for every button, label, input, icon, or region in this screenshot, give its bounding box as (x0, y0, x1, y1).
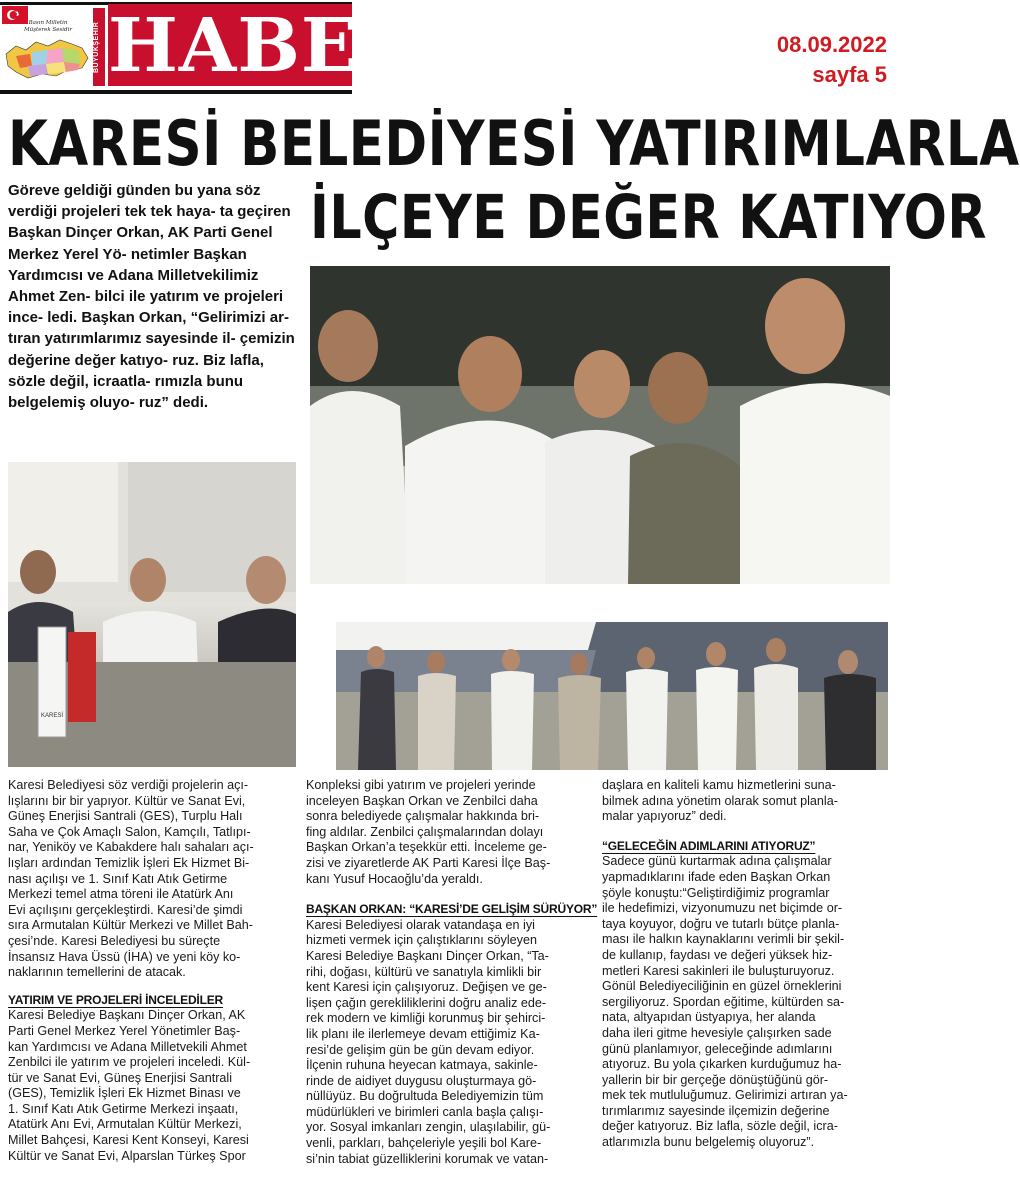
masthead-rule-bottom (0, 90, 352, 94)
paragraph-line: Konpleksi gibi yatırım ve projeleri yerinde (306, 778, 536, 792)
paragraph-line: si’nin tabiat güzelliklerini korumak ve vatan- (306, 1151, 549, 1166)
desk-sign-text: KARESİ (40, 713, 64, 719)
newspaper-logo: HABER (108, 3, 421, 89)
paragraph-line: Parti Genel Merkez Yerel Yönetimler Baş- (8, 1023, 241, 1038)
paragraph-line: resi’de gelişim gün be gün devam ediyor. (306, 1042, 535, 1057)
lead-line: netimler Başkan Yardımcısı ve (8, 245, 247, 284)
lead-line: söz verdiği projeleri tek tek haya- (8, 182, 261, 221)
paragraph-line: rihi, doğası, kültürü ve sanatıyla kimlikli bir (306, 964, 542, 979)
paragraph-line: malar yapıyoruz” dedi. (602, 809, 727, 824)
lead-line: çemizin değerine değer katıyo- (8, 330, 295, 369)
paragraph-line: yapmadıklarını ifade eden Başkan Orkan (602, 869, 831, 884)
subheading: BAŞKAN ORKAN: “KARESİ’DE GELİŞİM SÜRÜYOR” (306, 902, 598, 917)
paragraph-line: tür ve Sanat Evi, Güneş Enerjisi Santrali (8, 1070, 232, 1085)
paragraph-line: Saha ve Çok Amaçlı Salon, Kamçılı, Tatlıpı- (8, 824, 251, 839)
paragraph-line: Karesi Belediyesi olarak vatandaşa en iyi (306, 917, 535, 932)
paragraph-line: (GES), Temizlik İşleri Ek Hizmet Binası ve (8, 1086, 241, 1101)
headline-line-1: KARESİ BELEDİYESİ YATIRIMLARLA (8, 108, 1020, 181)
logo-vertical-label: BÜYÜKŞEHİR (93, 8, 105, 86)
paragraph-line: Karesi Belediye Başkanı Dinçer Orkan, “Ta- (306, 948, 549, 963)
office-photo (8, 462, 296, 767)
lead-line: ta geçiren Başkan Dinçer Orkan, (8, 203, 291, 242)
paragraph-line: mek tek mutluluğumuz. Gelirimizi artıran ya- (602, 1088, 848, 1103)
paragraph-line: fing aldılar. Zenbilci çalışmalarından dolayı (306, 824, 544, 839)
turkey-map-icon (2, 6, 90, 86)
paragraph-line: lışlarını bir bir yapıyor. Kültür ve Sanat Evi, (8, 793, 246, 808)
paragraph-line: 1. Sınıf Katı Atık Getirme Merkezi inşaatı, (8, 1101, 239, 1116)
paragraph-line: bilmek adına yönetim olarak somut planla- (602, 793, 838, 808)
lead-line: ruz. Biz lafla, sözle değil, icraatla- (8, 351, 264, 390)
paragraph-line: inceleyen Başkan Orkan ve Zenbilci daha (306, 793, 538, 808)
paragraph-line: yallerin bir bir gerçeğe dönüştüğünü gör- (602, 1072, 829, 1087)
lead-line: AK Parti Genel Merkez Yerel Yö- (8, 224, 273, 263)
subheading: YATIRIM VE PROJELERİ İNCELEDİLER (8, 992, 223, 1007)
paragraph-line: Millet Bahçesi, Karesi Kent Konseyi, Karesi (8, 1133, 249, 1148)
paragraph-line: Başkan Orkan’a teşekkür etti. İnceleme ge- (306, 840, 547, 855)
solar-field-photo (336, 622, 888, 770)
paragraph-line: İlçenin ruhuna heyecan katmaya, sakinle- (306, 1058, 538, 1073)
paragraph-line: kan Yardımcısı ve Adana Milletvekili Ahmet (8, 1039, 247, 1054)
paragraph-line: atlarımızla bunu belgelemiş oluyoruz”. (602, 1135, 815, 1150)
paragraph-line: taya koyuyor, doğru ve tutarlı bütçe planla- (602, 916, 840, 931)
paragraph-line: lişen çağın gerekliliklerini doğru analiz ede- (306, 995, 547, 1010)
paragraph-line: venli, parkları, bahçeleriyle yeşili bol Kare- (306, 1136, 542, 1151)
paragraph-line: Güneş Enerjisi Santrali (GES), Turplu Halı (8, 809, 243, 824)
paragraph-line: hizmeti vermek için çalıştıklarını söyleyen (306, 933, 537, 948)
paragraph-line: şöyle konuştu:“Geliştirdiğimiz programlar (602, 885, 830, 900)
lead-line: ruz” dedi. (138, 394, 209, 412)
paragraph-line: zisi ve ziyaretlerde AK Parti Karesi İlçe Baş- (306, 855, 551, 870)
subheading: “GELECEĞİN ADIMLARINI ATIYORUZ” (602, 838, 816, 853)
paragraph-line: çesi’nde. Karesi Belediyesi bu süreçte (8, 933, 221, 948)
paragraph-line: sıra Armutalan Kültür Merkezi ve Millet Bah- (8, 918, 253, 933)
paragraph-line: ması ile halkın kaynaklarını verimli bir şekil- (602, 932, 845, 947)
lead-line: tıran yatırımlarımız sayesinde il- (8, 330, 236, 348)
issue-date: 08.09.2022 (776, 32, 887, 57)
paragraph-line: nar, Yeniköy ve Kabakdere halı sahaları açı- (8, 840, 254, 855)
headline-line-2: İLÇEYE DEĞER KATIYOR (310, 182, 987, 253)
paragraph-line: naklarının temellerini de atacak. (8, 965, 186, 980)
paragraph-line: de kullanıp, faydası ve değeri yüksek hiz- (602, 947, 833, 962)
paragraph-line: Zenbilci ile yatırım ve projeleri inceledi. Kül- (8, 1055, 251, 1070)
paragraph-line: metleri Karesi sakinleri ile buluşturuyoruz. (602, 963, 835, 978)
paragraph-line: Sadece günü kurtarmak adına çalışmalar (602, 854, 832, 869)
paragraph-line: rek modern ve kimliği korunmuş bir şehirci- (306, 1011, 546, 1026)
lead-line: ledi. Başkan Orkan, “Gelirimizi ar- (47, 309, 289, 327)
paragraph-line: Gönül Belediyeciliğinin en güzel örneklerini (602, 979, 842, 994)
group-photo-illustration (310, 266, 890, 584)
lead-line: rımızla bunu belgelemiş oluyo- (8, 372, 244, 412)
paragraph-line: müdürlükleri ve birimleri canla başla çalışı- (306, 1104, 544, 1119)
paragraph-line: Karesi Belediye Başkanı Dinçer Orkan, AK (8, 1008, 246, 1023)
article-column-3 (602, 778, 890, 1151)
paragraph-line: değer katıyoruz. Biz lafla, sözle değil, icra- (602, 1119, 838, 1134)
paragraph-line: Merkezi temel atma töreni ile Atatürk Anı (8, 887, 234, 902)
paragraph-line: sonra belediyede çalışmalar hakkında bri- (306, 809, 540, 824)
paragraph-line: daşlara en kaliteli kamu hizmetlerini suna- (602, 778, 836, 792)
paragraph-line: yor. Sosyal imkanları zengin, ulaşılabilir, gü- (306, 1120, 551, 1135)
paragraph-line: lik planı ile ilerlemeye devam ettiğimiz Ka- (306, 1026, 540, 1041)
paragraph-line: daha ileri gitme hevesiyle çalışırken sade (602, 1025, 832, 1040)
solar-photo-illustration (336, 622, 888, 770)
paragraph-line: Karesi Belediyesi söz verdiği projelerin açı- (8, 778, 249, 792)
paragraph-line: Atatürk Anı Evi, Armutalan Kültür Merkezi, (8, 1117, 242, 1132)
article-column-2 (306, 778, 598, 1167)
lead-line: bilci ile yatırım ve projeleri ince- (8, 288, 284, 327)
turkey-map-logo (2, 6, 90, 86)
main-photo (310, 266, 890, 584)
paragraph-line: günü planlamıyor, geleceğinde adımlarını (602, 1041, 833, 1056)
office-photo-illustration (8, 462, 296, 767)
paragraph-line: sergiliyoruz. Spordan eğitime, kültürden sa- (602, 994, 845, 1009)
lead-line: Göreve geldiği günden bu yana (8, 182, 232, 199)
lead-paragraph (8, 180, 300, 413)
paragraph-line: ile hedefimizi, vizyonumuzu net biçimde or- (602, 901, 843, 916)
lead-line: Adana Milletvekilimiz Ahmet Zen- (8, 266, 259, 306)
paragraph-line: tırımlarımız sayesinde ilçemizin değerine (602, 1103, 830, 1118)
paragraph-line: kent Karesi için çalışıyoruz. Değişen ve ge- (306, 980, 547, 995)
paragraph-line: İnsansız Hava Üssü (İHA) ve yeni köy ko- (8, 949, 241, 964)
logo-slogan: Basın Milletin Müşterek Sesidir (24, 20, 72, 33)
paragraph-line: lışları ardından Temizlik İşleri Ek Hizmet Bi- (8, 855, 250, 870)
paragraph-line: rinde de aidiyet duygusu oluşturmaya gö- (306, 1073, 537, 1088)
paragraph-line: nası açılışı ve 1. Sınıf Katı Atık Getirme (8, 871, 228, 886)
paragraph-line: atıyoruz. Bu yola çıkarken kurduğumuz ha- (602, 1057, 842, 1072)
paragraph-line: Evi açılışını gerçekleştirdi. Karesi’de şimdi (8, 902, 243, 917)
paragraph-line: nüllüyüz. Bu doğrultuda Belediyemizin tüm (306, 1089, 544, 1104)
article-column-1 (8, 778, 298, 1164)
paragraph-line: nata, altyapıdan üstyapıya, her alanda (602, 1010, 816, 1025)
paragraph-line: kanı Yusuf Hocaoğlu’da yeraldı. (306, 871, 483, 886)
page-number: sayfa 5 (812, 62, 887, 87)
paragraph-line: Kültür ve Sanat Evi, Alparslan Türkeş Spor (8, 1148, 246, 1163)
